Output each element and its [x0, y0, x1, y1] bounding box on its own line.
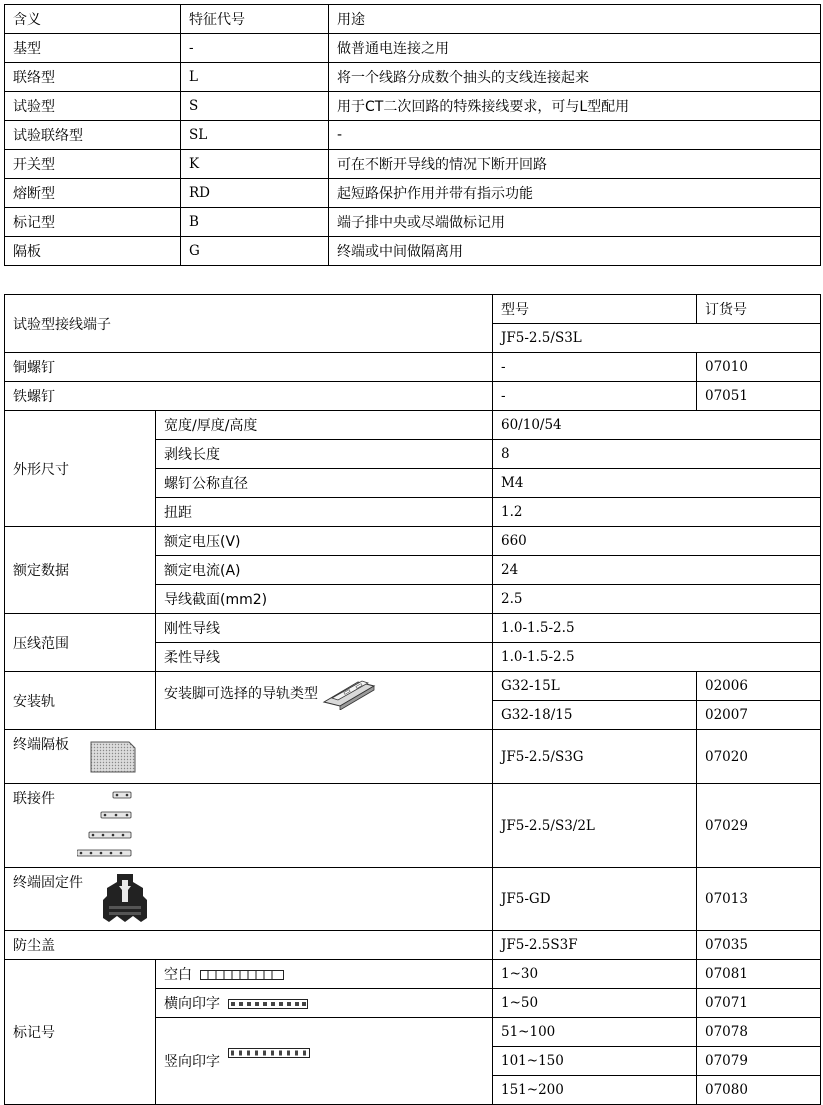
code-cell: L	[181, 63, 329, 92]
marker-horizontal-label: 横向印字	[164, 996, 220, 1012]
copper-screw-label: 铜螺钉	[5, 353, 493, 382]
rated-value: 2.5	[493, 585, 821, 614]
header-code: 特征代号	[181, 5, 329, 34]
usage-cell: 终端或中间做隔离用	[329, 237, 821, 266]
dust-cover-model: JF5-2.5S3F	[493, 931, 697, 960]
code-cell: S	[181, 92, 329, 121]
table-row	[5, 150, 821, 179]
marker-horizontal-cell	[156, 989, 493, 1018]
dimension-label: 螺钉公称直径	[156, 469, 493, 498]
dimension-value: 8	[493, 440, 821, 469]
marker-blank-label: 空白	[164, 967, 192, 983]
end-stop-order: 07013	[697, 868, 821, 931]
rail-group-label: 安装轨	[5, 672, 156, 730]
table-row	[5, 411, 821, 440]
main-model: JF5-2.5/S3L	[493, 324, 821, 353]
feature-code-table	[4, 4, 821, 266]
rated-label: 额定电流(A)	[156, 556, 493, 585]
crimp-value: 1.0-1.5-2.5	[493, 614, 821, 643]
end-stop-icon	[103, 872, 147, 924]
table-row	[5, 382, 821, 411]
test-terminal-spec-table	[4, 294, 821, 1105]
blank-marker-strip-icon	[200, 969, 284, 981]
code-cell: G	[181, 237, 329, 266]
meaning-cell: 联络型	[5, 63, 181, 92]
dimension-value: M4	[493, 469, 821, 498]
end-stop-cell	[5, 868, 493, 931]
meaning-cell: 隔板	[5, 237, 181, 266]
rated-value: 24	[493, 556, 821, 585]
table-row	[5, 614, 821, 643]
marker-blank-model: 1~30	[493, 960, 697, 989]
dimension-label: 剥线长度	[156, 440, 493, 469]
dimension-value: 60/10/54	[493, 411, 821, 440]
copper-screw-model: -	[493, 353, 697, 382]
code-cell: K	[181, 150, 329, 179]
rated-label: 额定电压(V)	[156, 527, 493, 556]
usage-cell: 做普通电连接之用	[329, 34, 821, 63]
marker-vertical-order: 07080	[697, 1076, 821, 1105]
header-model: 型号	[493, 295, 697, 324]
iron-screw-order: 07051	[697, 382, 821, 411]
rail-order: 02007	[697, 701, 821, 730]
marker-vertical-label: 竖向印字	[164, 1054, 220, 1070]
header-meaning: 含义	[5, 5, 181, 34]
usage-cell: -	[329, 121, 821, 150]
end-plate-label: 终端隔板	[13, 737, 69, 753]
connector-label: 联接件	[13, 791, 55, 807]
rail-type-content	[164, 676, 492, 710]
rail-model: G32-15L	[493, 672, 697, 701]
crimp-value: 1.0-1.5-2.5	[493, 643, 821, 672]
code-cell: SL	[181, 121, 329, 150]
bridge-connector-icon	[77, 790, 137, 860]
din-rail-icon	[322, 676, 380, 710]
code-cell: B	[181, 208, 329, 237]
header-order-number: 订货号	[697, 295, 821, 324]
dimension-value: 1.2	[493, 498, 821, 527]
copper-screw-order: 07010	[697, 353, 821, 382]
table-row	[5, 208, 821, 237]
dimension-label: 扭距	[156, 498, 493, 527]
crimp-group-label: 压线范围	[5, 614, 156, 672]
dimensions-group-label: 外形尺寸	[5, 411, 156, 527]
marker-vertical-model: 101~150	[493, 1047, 697, 1076]
marker-vertical-order: 07078	[697, 1018, 821, 1047]
product-title: 试验型接线端子	[5, 295, 493, 353]
table-row	[5, 868, 821, 931]
code-cell: -	[181, 34, 329, 63]
table-row	[5, 730, 821, 784]
usage-cell: 将一个线路分成数个抽头的支线连接起来	[329, 63, 821, 92]
usage-cell: 用于CT二次回路的特殊接线要求，可与L型配用	[329, 92, 821, 121]
meaning-cell: 熔断型	[5, 179, 181, 208]
meaning-cell: 试验联络型	[5, 121, 181, 150]
rail-type-label: 安装脚可选择的导轨类型	[164, 686, 318, 702]
marker-vertical-model: 51~100	[493, 1018, 697, 1047]
end-plate-icon	[87, 740, 137, 774]
end-plate-model: JF5-2.5/S3G	[493, 730, 697, 784]
table-row	[5, 179, 821, 208]
dust-cover-label: 防尘盖	[5, 931, 493, 960]
meaning-cell: 标记型	[5, 208, 181, 237]
table-row	[5, 672, 821, 701]
marker-group-label: 标记号	[5, 960, 156, 1105]
table-row	[5, 784, 821, 868]
marker-blank-order: 07081	[697, 960, 821, 989]
marker-vertical-cell	[156, 1018, 493, 1105]
connector-cell	[5, 784, 493, 868]
rated-group-label: 额定数据	[5, 527, 156, 614]
rated-label: 导线截面(mm2)	[156, 585, 493, 614]
end-stop-model: JF5-GD	[493, 868, 697, 931]
table-row	[5, 63, 821, 92]
iron-screw-label: 铁螺钉	[5, 382, 493, 411]
end-plate-order: 07020	[697, 730, 821, 784]
table-row	[5, 121, 821, 150]
table-row	[5, 92, 821, 121]
table-row	[5, 960, 821, 989]
crimp-label: 刚性导线	[156, 614, 493, 643]
rated-value: 660	[493, 527, 821, 556]
usage-cell: 可在不断开导线的情况下断开回路	[329, 150, 821, 179]
marker-vertical-model: 151~200	[493, 1076, 697, 1105]
marker-blank-cell	[156, 960, 493, 989]
table-row	[5, 527, 821, 556]
vertical-marker-strip-icon	[228, 1047, 310, 1059]
marker-vertical-order: 07079	[697, 1047, 821, 1076]
usage-cell: 起短路保护作用并带有指示功能	[329, 179, 821, 208]
code-cell: RD	[181, 179, 329, 208]
meaning-cell: 试验型	[5, 92, 181, 121]
horizontal-marker-strip-icon	[228, 998, 308, 1010]
iron-screw-model: -	[493, 382, 697, 411]
end-plate-cell	[5, 730, 493, 784]
crimp-label: 柔性导线	[156, 643, 493, 672]
connector-order: 07029	[697, 784, 821, 868]
rail-model: G32-18/15	[493, 701, 697, 730]
rail-order: 02006	[697, 672, 821, 701]
meaning-cell: 基型	[5, 34, 181, 63]
meaning-cell: 开关型	[5, 150, 181, 179]
dimension-label: 宽度/厚度/高度	[156, 411, 493, 440]
table-row	[5, 237, 821, 266]
header-usage: 用途	[329, 5, 821, 34]
marker-horizontal-model: 1~50	[493, 989, 697, 1018]
table-row	[5, 353, 821, 382]
table-header-row	[5, 295, 821, 324]
dust-cover-order: 07035	[697, 931, 821, 960]
usage-cell: 端子排中央或尽端做标记用	[329, 208, 821, 237]
marker-horizontal-order: 07071	[697, 989, 821, 1018]
connector-model: JF5-2.5/S3/2L	[493, 784, 697, 868]
table-header-row	[5, 5, 821, 34]
end-stop-label: 终端固定件	[13, 875, 83, 891]
table-row	[5, 34, 821, 63]
rail-type-cell	[156, 672, 493, 730]
table-row	[5, 931, 821, 960]
